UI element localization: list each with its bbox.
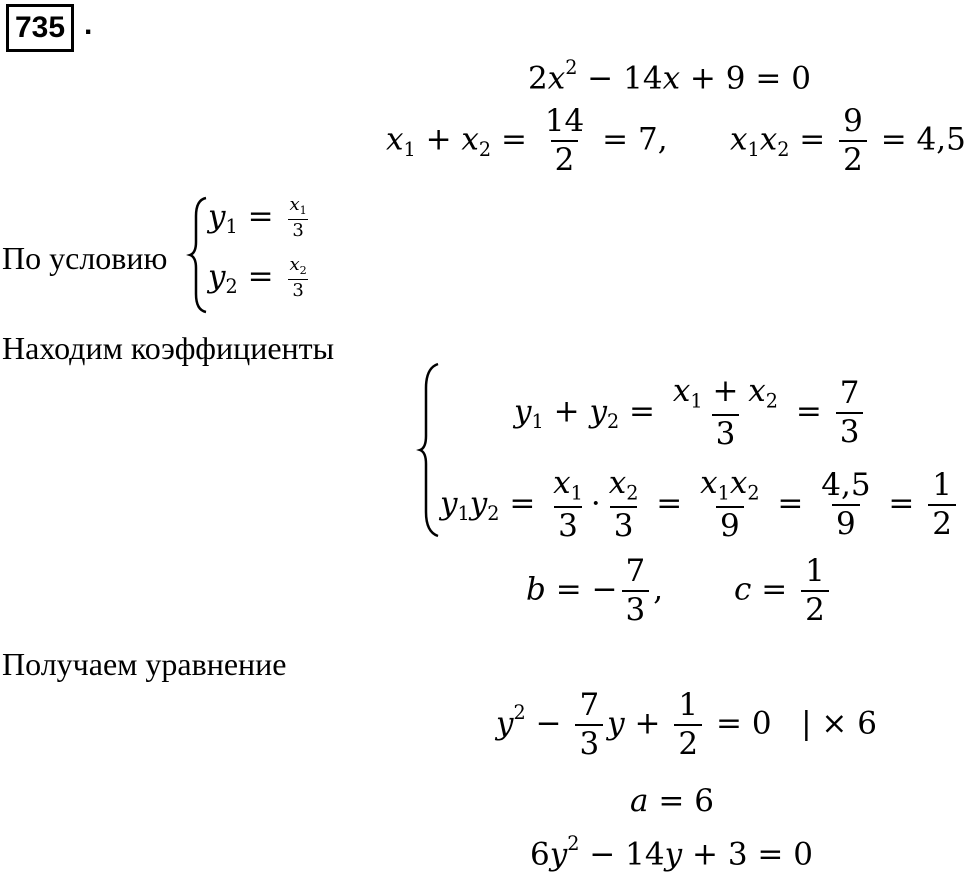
product-y: $y_1y_2$ = $\frac{x_1}{3}$ · $\frac{x_2}{3}$ = $\frac{x_1x_2}{9}$ = $\frac{4,5}{9}$ = $\frac{1}{2}$ [440, 468, 960, 542]
coefficient-a: a = 6 [630, 783, 714, 819]
brace-condition [188, 196, 210, 314]
problem-number: 735 [6, 4, 74, 52]
fraction-9-2: $\frac{9}{2}$ [839, 106, 867, 176]
sum-y: $y_1 + y_2$ = $\frac{x_1 + x_2}{3}$ = $\frac{7}{3}$ [514, 376, 867, 450]
label-find-coefficients: Находим коэффициенты [2, 330, 335, 366]
coefficient-c: c = $\frac{1}{2}$ [734, 556, 833, 626]
equation-y-final: $6y^2 - 14y + 3 = 0$ [530, 832, 813, 872]
problem-number-dot: . [84, 8, 93, 41]
condition-y2: $y_2$ = $\frac{x_2}{3}$ [208, 254, 307, 302]
equation-quadratic-x: $2x^2 - 14x + 9 = 0$ [528, 56, 811, 97]
fraction-14-2: $\frac{14}{2}$ [544, 103, 585, 178]
vieta-product: $x_1x_2$ = $\frac{9}{2}$ = 4,5 [730, 103, 966, 178]
label-by-condition: По условию [2, 240, 168, 276]
vieta-sum: $x_1 + x_2$ = $\frac{14}{2}$ = 7, [386, 103, 668, 178]
equation-y-fractional: $y^2$ − $\frac{7}{3}$ y + $\frac{1}{2}$ = 0 | × 6 [496, 687, 877, 762]
condition-y1: $y_1$ = $\frac{x_1}{3}$ [208, 194, 307, 242]
brace-coefficients [418, 362, 442, 538]
label-get-equation: Получаем уравнение [2, 646, 287, 682]
coefficient-b: b = − $\frac{7}{3}$ , [526, 553, 664, 628]
